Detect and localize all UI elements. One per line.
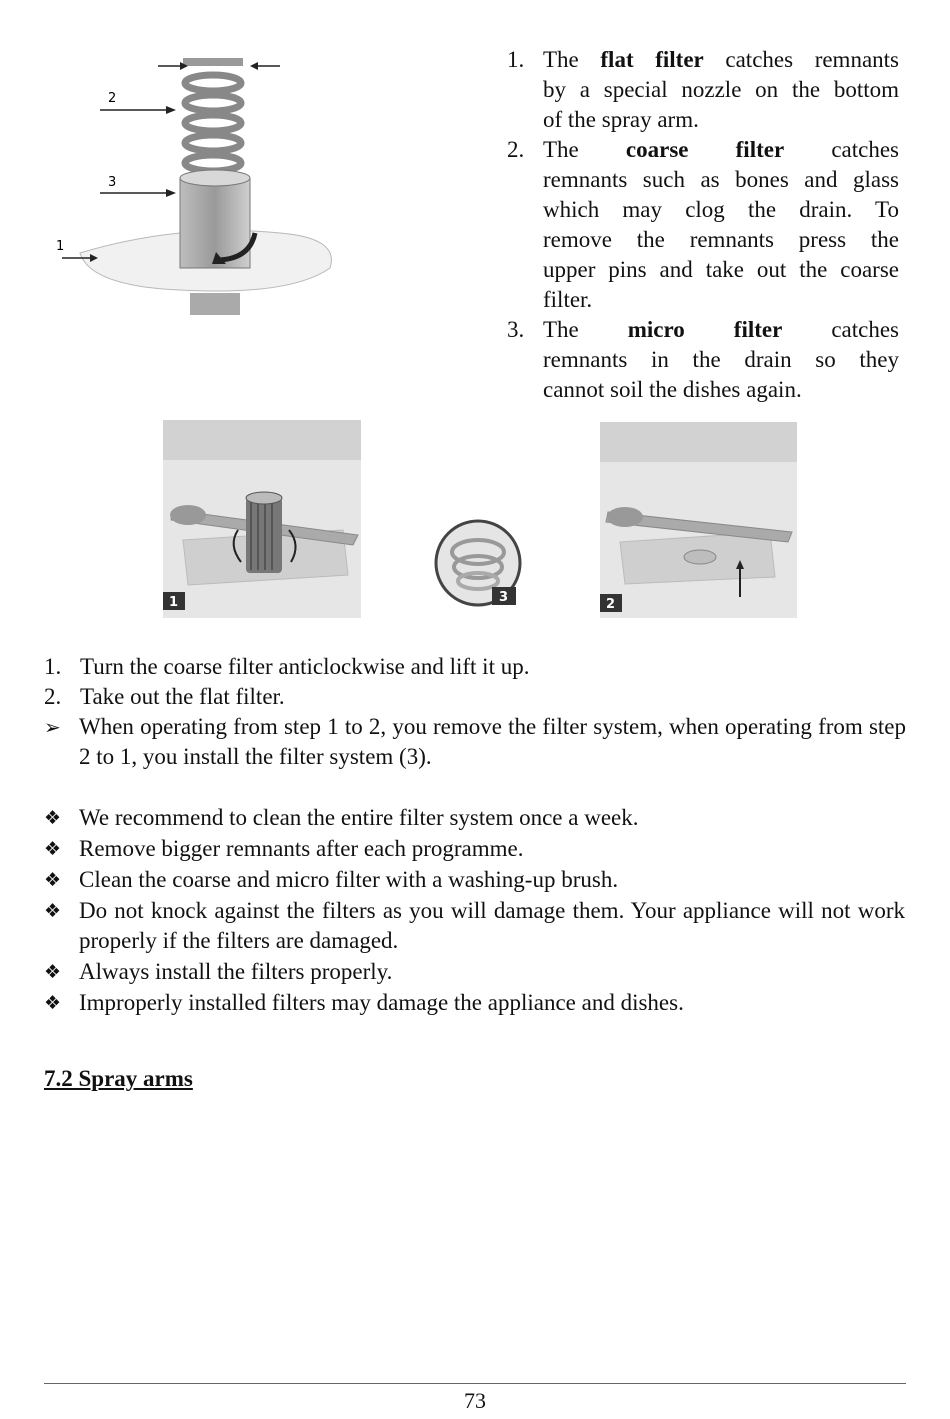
- filter-name: micro filter: [627, 317, 783, 342]
- page-number: 73: [464, 1388, 486, 1413]
- list-line-text: remove the remnants press the: [543, 227, 899, 252]
- tip-bullet-icon: ❖: [44, 961, 62, 983]
- filter-exploded-illustration: [40, 38, 340, 328]
- photo-1-label: 1: [169, 595, 179, 610]
- exploded-label-3: 3: [108, 175, 117, 190]
- step-1-text: Turn the coarse filter anticlockwise and lift it up.: [80, 654, 530, 679]
- list-item-2-line: [507, 225, 899, 255]
- footer-divider: [44, 1383, 906, 1384]
- tip-bullet-icon: ❖: [44, 838, 62, 860]
- step-note-text: When operating from step 1 to 2, you remove the filter system, when operating from step 2 to 1, you install the filter system (3).: [79, 714, 906, 769]
- photo-2-label: 2: [606, 597, 616, 612]
- list-line-text: The flat filter catches remnants: [543, 47, 900, 72]
- list-line-text: The coarse filter catches: [543, 137, 900, 162]
- step-photo-1: [163, 420, 361, 618]
- list-line-text: remnants such as bones and glass: [543, 167, 899, 192]
- step-photo-3: [432, 517, 524, 609]
- list-line-text: filter.: [543, 287, 593, 312]
- list-item-1-line: [507, 75, 899, 105]
- list-item-2-line: [507, 255, 899, 285]
- tip-bullet-icon: ❖: [44, 869, 62, 891]
- step-2: 2. Take out the flat filter.: [44, 684, 285, 709]
- list-item-3-line: [507, 345, 899, 375]
- filter-name: flat filter: [600, 47, 704, 72]
- filter-name: coarse filter: [625, 137, 785, 162]
- list-item-2-line: [507, 195, 899, 225]
- list-number: 2.: [507, 137, 525, 162]
- tip-bullet-icon: ❖: [44, 992, 62, 1014]
- tip-bullet-icon: ❖: [44, 807, 62, 829]
- list-line-text: cannot soil the dishes again.: [543, 377, 802, 402]
- exploded-label-2: 2: [108, 91, 117, 106]
- list-item-1-line: [507, 105, 899, 135]
- step-1: 1. Turn the coarse filter anticlockwise and lift it up.: [44, 654, 530, 679]
- tip-bullet-icon: ❖: [44, 900, 62, 922]
- list-item-2-line: [507, 135, 899, 165]
- photo-3-label: 3: [499, 590, 509, 605]
- list-item-3-line: [507, 375, 899, 405]
- list-line-text: of the spray arm.: [543, 107, 699, 132]
- filter-description-list: [507, 45, 899, 405]
- list-item-3-line: [507, 315, 899, 345]
- list-line-text: The micro filter catches: [543, 317, 899, 342]
- list-line-text: which may clog the drain. To: [543, 197, 899, 222]
- list-number: 1.: [507, 47, 525, 72]
- step-note-mark: ➢: [44, 715, 61, 739]
- list-line-text: upper pins and take out the coarse: [543, 257, 899, 282]
- list-item-1-line: [507, 45, 899, 75]
- exploded-label-1: 1: [56, 239, 65, 254]
- list-item-2-line: [507, 285, 899, 315]
- list-line-text: remnants in the drain so they: [543, 347, 899, 372]
- step-photo-2: [600, 422, 797, 618]
- section-heading: 7.2 Spray arms: [44, 1066, 193, 1091]
- step-2-text: Take out the flat filter.: [80, 684, 285, 709]
- list-item-2-line: [507, 165, 899, 195]
- list-line-text: by a special nozzle on the bottom: [543, 77, 899, 102]
- list-number: 3.: [507, 317, 525, 342]
